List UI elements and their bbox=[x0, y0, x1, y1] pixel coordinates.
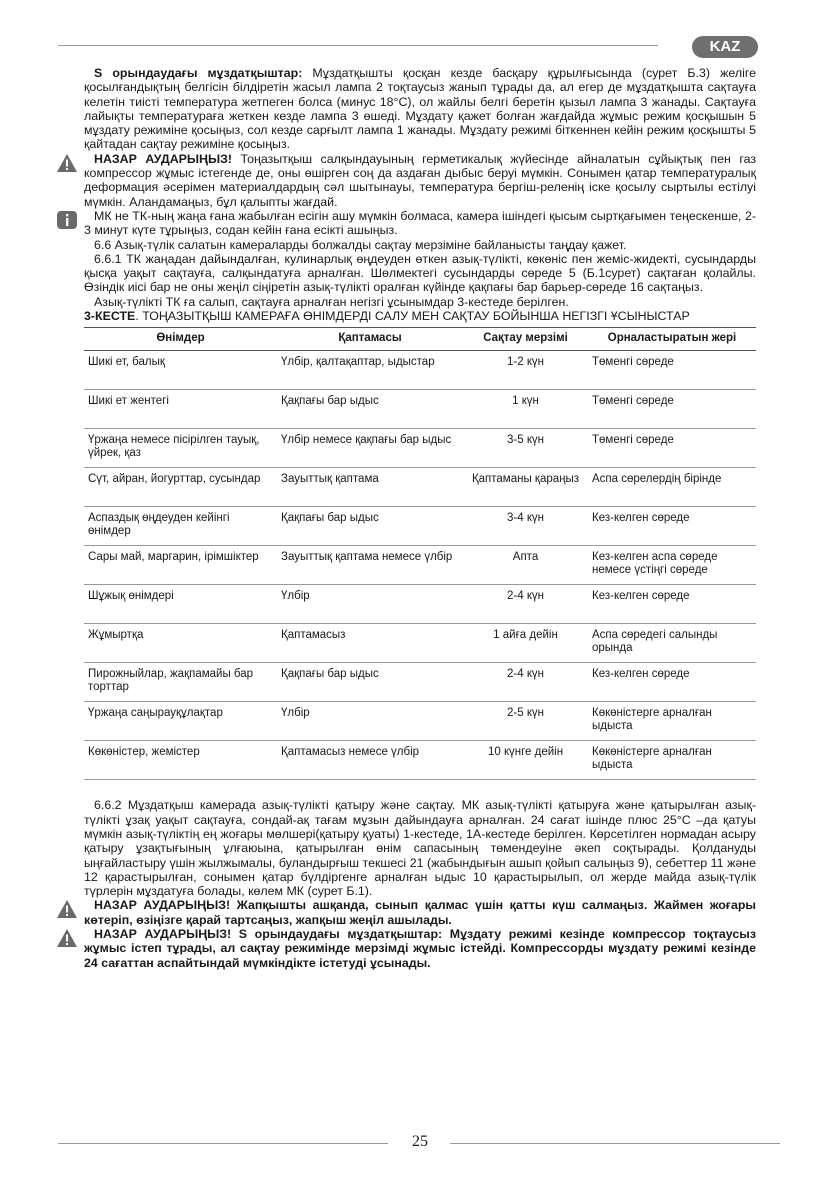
table-header-cell: Қаптамасы bbox=[277, 328, 463, 351]
table-cell: Кез-келген аспа сөреде немесе үстіңгі сөреде bbox=[588, 546, 756, 585]
table-cell: 3-4 күн bbox=[463, 507, 588, 546]
warning-icon bbox=[56, 899, 78, 919]
table-cell: Қақпағы бар ыдыс bbox=[277, 663, 463, 702]
table-cell: Үржаңа саңырауқұлақтар bbox=[84, 702, 277, 741]
table-cell: Көкөністер, жемістер bbox=[84, 741, 277, 780]
warning-heading: НАЗАР АУДАРЫҢЫЗ! bbox=[94, 927, 232, 942]
paragraph-body: Мұздатқышты қосқан кезде басқару құрылғысында (сурет Б.3) желіге қосылғандықтың белгісін білдіретін жасыл лампа 2 тоқтаусыз жанып тұрады да, ал егер де мұздатқышта сақтауға келетін тиісті температура жетпеген болса (минус 18°С), ол жайлы белгі беретін қызыл лампа 3 жанады. Сақтауға лайықты температураға жеткен кезде лампа 3 өшеді. Мұздату қажет болған жағдайда жұмыс режим қосқышын 5 мұздату режиміне қосыңыз, сол кезде сарғылт лампа 1 жанады. Мұздату режимі біткеннен кейін режим қосқышты 5 қайтадан сақтау режиміне қосыңыз. bbox=[84, 66, 757, 152]
table-title bbox=[84, 309, 756, 323]
table-cell: Зауыттық қаптама немесе үлбір bbox=[277, 546, 463, 585]
table-cell: Кез-келген сөреде bbox=[588, 663, 756, 702]
table-cell: Жұмыртқа bbox=[84, 624, 277, 663]
page-content bbox=[84, 66, 756, 970]
table-row bbox=[84, 585, 756, 624]
table-cell: Үлбір bbox=[277, 702, 463, 741]
table-title-text: . ТОҢАЗЫТҚЫШ КАМЕРАҒА ӨНІМДЕРДІ САЛУ МЕН САҚТАУ БОЙЫНША НЕГІЗГІ ҰСЫНЫСТАР bbox=[135, 309, 690, 324]
table-cell: Көкөністерге арналған ыдыста bbox=[588, 741, 756, 780]
table-cell: 2-5 күн bbox=[463, 702, 588, 741]
table-cell: Қаптаманы қараңыз bbox=[463, 468, 588, 507]
section-6-6-1: 6.6.1 ТК жаңадан дайындалған, кулинарлық өңдеуден өткен азық-түлікті, көкөніс пен жеміс-жидекті, сусындарды қысқа уақыт сақтауға, салқындатуға арналған. Шөлмектегі сусындарды сөреде 5 (Б.1сурет) сақтаған қолайлы. Өзіндік иісі бар не оны жеңіл сіңіретін азық-түлікті оралған күйінде қақпағы бар барьер-сөреде 16 сақтаңыз. bbox=[84, 251, 756, 295]
table-cell: Сары май, маргарин, ірімшіктер bbox=[84, 546, 277, 585]
table-cell: 2-4 күн bbox=[463, 663, 588, 702]
warning-icon bbox=[56, 928, 78, 948]
warning-heading: НАЗАР АУДАРЫҢЫЗ! bbox=[94, 151, 233, 166]
table-cell: 1-2 күн bbox=[463, 351, 588, 390]
table-header-row bbox=[84, 328, 756, 351]
warning-body: Тоңазытқыш салқындауының герметикалық жүйесінде айналатын сұйықтық пен газ компрессор жұмыс істегенде де, оны өшірген соң да аздаған дыбыс беруі мүмкін. Сонымен қатар температуралық деформация әсерімен материалдардың сәл шытынауы, температура бергіш-реленің іске қосылу сыртылы естілуі мүмкін. Аландамаңыз, бұл қалыпты жағдай. bbox=[84, 151, 756, 209]
table-row bbox=[84, 702, 756, 741]
table-header-cell: Орналастыратын жері bbox=[588, 328, 756, 351]
table-header-cell: Сақтау мерзімі bbox=[463, 328, 588, 351]
info-body: МК не ТК-ның жаңа ғана жабылған есігін ашу мүмкін болмаса, камера ішіндегі қысым сыртқағымен теңескенше, 2-3 минут күте тұрыңыз, содан кейін ғана есікті ашыңыз. bbox=[84, 208, 756, 238]
warning-note-3 bbox=[84, 927, 756, 970]
table-cell: Кез-келген сөреде bbox=[588, 585, 756, 624]
warning-note-2 bbox=[84, 898, 756, 927]
table-header-cell: Өнімдер bbox=[84, 328, 277, 351]
table-cell: Аспа сөрелердің бірінде bbox=[588, 468, 756, 507]
warning-heading: НАЗАР АУДАРЫҢЫЗ! bbox=[94, 898, 231, 913]
table-cell: Кез-келген сөреде bbox=[588, 507, 756, 546]
table-cell: Пирожныйлар, жақпамайы бар торттар bbox=[84, 663, 277, 702]
warning-body: S орындаудағы мұздатқыштар: Мұздату режимі кезінде компрессор тоқтаусыз жұмыс істеп тұрады, ал сақтау режимінде мерзімді жұмыс істейді. Компрессорды мұздату режимі кезінде 24 сағаттан аспайтындай мүмкіндікте істетуді ұсынады. bbox=[84, 927, 756, 970]
table-cell: Төменгі сөреде bbox=[588, 390, 756, 429]
table-row bbox=[84, 741, 756, 780]
table-cell: Зауыттық қаптама bbox=[277, 468, 463, 507]
table-row bbox=[84, 663, 756, 702]
table-cell: Үлбір, қалтақаптар, ыдыстар bbox=[277, 351, 463, 390]
table-cell: Төменгі сөреде bbox=[588, 351, 756, 390]
table-row bbox=[84, 468, 756, 507]
table-cell: Шикі ет, балық bbox=[84, 351, 277, 390]
table-row bbox=[84, 624, 756, 663]
table-cell: Көкөністерге арналған ыдыста bbox=[588, 702, 756, 741]
footer-rule-left bbox=[58, 1143, 388, 1144]
table-cell: Аспаздық өңдеуден кейінгі өнімдер bbox=[84, 507, 277, 546]
table-label: 3-КЕСТЕ bbox=[84, 309, 136, 324]
warning-icon bbox=[56, 153, 78, 173]
table-row bbox=[84, 546, 756, 585]
table-cell: Қақпағы бар ыдыс bbox=[277, 507, 463, 546]
table-cell: Қақпағы бар ыдыс bbox=[277, 390, 463, 429]
info-note bbox=[84, 209, 756, 238]
table-row bbox=[84, 351, 756, 390]
table-cell: Шұжық өнімдері bbox=[84, 585, 277, 624]
table-cell: Аспа сөредегі салынды орында bbox=[588, 624, 756, 663]
page-number: 25 bbox=[412, 1133, 428, 1150]
table-cell: Үлбір немесе қақпағы бар ыдыс bbox=[277, 429, 463, 468]
table-cell: Үлбір bbox=[277, 585, 463, 624]
table-cell: Төменгі сөреде bbox=[588, 429, 756, 468]
table-cell: Шикі ет жентегі bbox=[84, 390, 277, 429]
language-badge: KAZ bbox=[692, 36, 758, 58]
paragraph-s-freezers bbox=[84, 66, 756, 152]
warning-note-1 bbox=[84, 152, 756, 209]
section-6-6: 6.6 Азық-түлік салатын камераларды болжалды сақтау мерзіміне байланысты таңдау қажет. bbox=[94, 237, 627, 252]
table-cell: Қаптамасыз немесе үлбір bbox=[277, 741, 463, 780]
table-cell: Үржаңа немесе пісірілген тауық, үйрек, қаз bbox=[84, 429, 277, 468]
table-cell: Сүт, айран, йогурттар, сусындар bbox=[84, 468, 277, 507]
table-row bbox=[84, 429, 756, 468]
table-row bbox=[84, 390, 756, 429]
paragraph-heading: S орындаудағы мұздатқыштар: bbox=[94, 66, 303, 80]
table-cell: 1 күн bbox=[463, 390, 588, 429]
footer-rule-right bbox=[450, 1143, 780, 1144]
table-cell: 1 айға дейін bbox=[463, 624, 588, 663]
warning-body: Жапқышты ашқанда, сынып қалмас үшін қатты күш салмаңыз. Жаймен жоғары көтеріп, өзіңізге қарай тартсаңыз, жапқыш жеңіл ашылады. bbox=[84, 898, 756, 927]
table-cell: 10 күнге дейін bbox=[463, 741, 588, 780]
table-cell: 2-4 күн bbox=[463, 585, 588, 624]
table-row bbox=[84, 507, 756, 546]
table-cell: Апта bbox=[463, 546, 588, 585]
table-cell: Қаптамасыз bbox=[277, 624, 463, 663]
table-cell: 3-5 күн bbox=[463, 429, 588, 468]
table-intro: Азық-түлікті ТК ға салып, сақтауға арналған негізгі ұсынымдар 3-кестеде берілген. bbox=[94, 294, 569, 309]
header-rule bbox=[58, 45, 658, 46]
storage-table bbox=[84, 327, 756, 780]
info-icon bbox=[56, 210, 78, 230]
section-6-6-2: 6.6.2 Мұздатқыш камерада азық-түлікті қатыру және сақтау. МК азық-түлікті қатыруға және қатырылған азық-түлікті ұзақ уақыт сақтауға, сондай-ақ тағам мұзын дайындауға арналған. 24 сағат ішінде плюс 25°С –да қатуы мүмкін азық-түліктің ең жоғары мөлшері(қатыру қуаты) 1-кестеде, 1А-кестеде берілген. Көрсетілген нормадан асыру қатыру ұзақтығының ұлғаюына, қатырылған өнім сапасының төмендеуіне әкеп соқтырады. Қолдануды ыңғайластыру үшін жылжымалы, буландырғыш текшесі 21 (жабындығын ашып қойып салыңыз 9), себеттер 11 және 12 қарастырылған, сонымен қатар бүлдіргенге арналған ыдыс 10 қарастырылып, ол жерде майда азық-түлік түрлерін мұздатуға болады, көлем МК (сурет Б.1). bbox=[84, 798, 756, 899]
